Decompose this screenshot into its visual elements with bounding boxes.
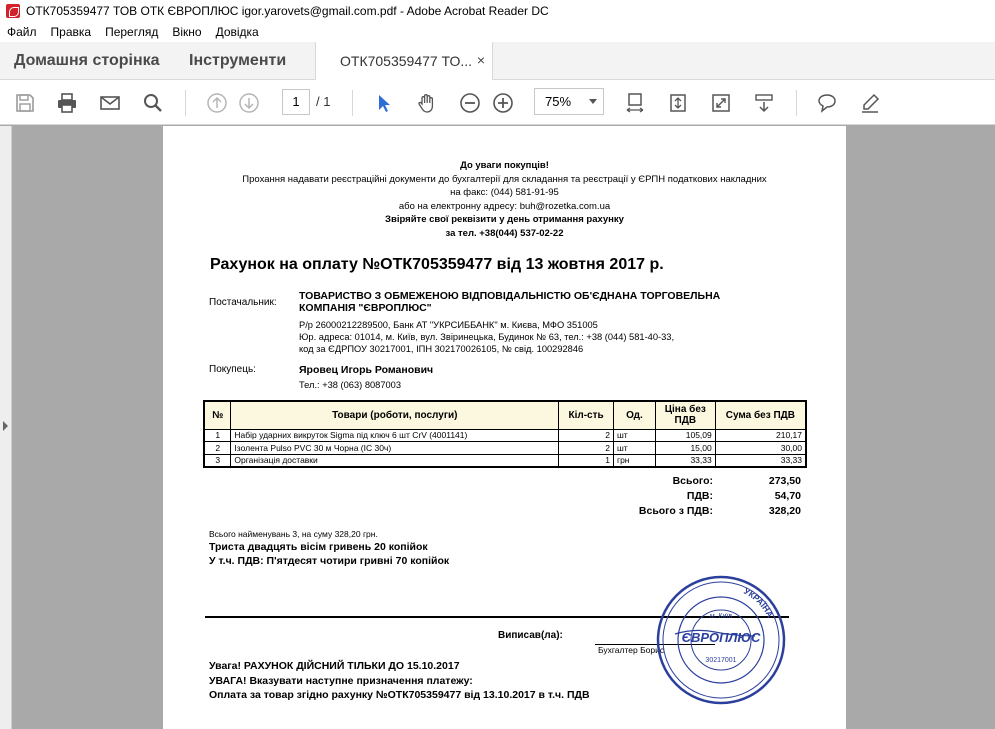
total-value: 273,50 [768,475,801,487]
buyer-label: Покупець: [209,364,256,375]
scroll-mode-icon[interactable] [752,91,776,115]
chevron-down-icon [589,99,597,104]
print-icon[interactable] [55,91,79,115]
title-bar [0,0,995,22]
zoom-value: 75% [545,94,572,109]
payment-purpose: Оплата за товар згідно рахунку №ОТК705359477 від 13.10.2017 в т.ч. ПДВ [209,689,590,701]
buyer-name: Яровец Игорь Романович [299,364,434,376]
notice-heading: До уваги покупців! [460,160,549,171]
column-header: № [204,401,231,429]
stamp-code: 30217001 [705,657,737,664]
item-sum: 210,17 [715,429,806,442]
next-page-icon[interactable] [237,91,261,115]
toolbar-separator [185,90,186,116]
row-number: 3 [204,454,231,467]
column-header: Ціна без ПДВ [655,401,715,429]
left-panel-toggle[interactable] [0,126,12,729]
stamp-country: УКРАЇНА [742,585,776,620]
page-total: / 1 [316,94,331,109]
stamp-city: м. Київ [709,613,733,620]
item-price: 33,33 [655,454,715,467]
chevron-right-icon [3,421,8,431]
table-header-row [204,401,806,429]
tab-home[interactable]: Домашня сторінка [14,52,160,69]
row-number: 2 [204,442,231,455]
table-row [204,454,806,467]
company-stamp [655,574,787,706]
window-title: ОТК705359477 ТОВ ОТК ЄВРОПЛЮС igor.yarovets@gmail.com.pdf - Adobe Acrobat Reader DC [26,4,549,18]
item-name: Ізолента Pulso PVC 30 м Чорна (IC 30ч) [231,442,559,455]
item-name: Організація доставки [231,454,559,467]
toolbar-separator [796,90,797,116]
notice-fax: на факс: (044) 581-91-95 [450,187,559,198]
menu-edit[interactable]: Правка [50,25,92,39]
tab-document[interactable] [315,42,493,81]
buyer-phone: Тел.: +38 (063) 8087003 [299,380,402,390]
save-icon[interactable] [13,91,37,115]
full-screen-icon[interactable] [709,91,733,115]
item-price: 15,00 [655,442,715,455]
item-price: 105,09 [655,429,715,442]
previous-page-icon[interactable] [205,91,229,115]
supplier-account: Р/р 26000212289500, Банк АТ "УКРСИББАНК" м. Києва, МФО 351005 [299,320,598,330]
supplier-label: Постачальник: [209,297,277,308]
buyer-notice [163,159,846,240]
close-tab-icon[interactable]: × [476,52,485,68]
items-count-line: Всього найменувань 3, на суму 328,20 грн. [209,529,378,539]
notice-verify: Звіряйте свої реквізити у день отримання рахунку [385,214,624,225]
grand-total-value: 328,20 [768,505,801,517]
zoom-out-icon[interactable] [458,91,482,115]
row-number: 1 [204,429,231,442]
toolbar-separator [352,90,353,116]
item-qty: 1 [559,454,614,467]
vat-value: 54,70 [774,490,801,502]
table-row [204,442,806,455]
zoom-select[interactable] [534,88,604,115]
notice-text: Прохання надавати реєстраційні документи до бухгалтерії для складання та реєстрації у ЄРПН податкових накладних [242,173,767,185]
highlight-pen-icon[interactable] [858,91,882,115]
items-table [203,400,807,468]
column-header: Од. [613,401,655,429]
notice-email: або на електронну адресу: buh@rozetka.com.ua [398,200,611,212]
comment-icon[interactable] [815,91,839,115]
column-header: Кіл-сть [559,401,614,429]
column-header: Сума без ПДВ [715,401,806,429]
accountant-label: Бухгалтер Борис [598,645,665,655]
fit-page-icon[interactable] [666,91,690,115]
stamp-company: ЄВРОПЛЮС [681,630,761,645]
amount-in-words: Триста двадцять вісім гривень 20 копійок [209,541,428,553]
payment-purpose-warning: УВАГА! Вказувати наступне призначення платежу: [209,675,473,687]
item-sum: 33,33 [715,454,806,467]
menu-file[interactable]: Файл [7,25,37,39]
invoice-title: Рахунок на оплату №ОТК705359477 від 13 жовтня 2017 р. [210,256,664,273]
item-unit: грн [613,454,655,467]
select-cursor-icon[interactable] [372,91,396,115]
menu-bar [0,22,995,42]
validity-warning: Увага! РАХУНОК ДІЙСНИЙ ТІЛЬКИ ДО 15.10.2017 [209,660,460,672]
issued-by-label: Виписав(ла): [498,630,563,641]
zoom-in-icon[interactable] [491,91,515,115]
notice-phone: за тел. +38(044) 537-02-22 [445,227,564,239]
fit-width-icon[interactable] [623,91,647,115]
email-icon[interactable] [98,91,122,115]
grand-total-label: Всього з ПДВ: [638,505,713,517]
page-number-input[interactable]: 1 [282,89,310,115]
table-row [204,429,806,442]
item-qty: 2 [559,429,614,442]
vat-in-words: У т.ч. ПДВ: П'ятдесят чотири гривні 70 копійок [209,555,450,567]
acrobat-pdf-icon [6,4,20,18]
tab-tools[interactable]: Інструменти [189,52,287,69]
supplier-address: Юр. адреса: 01014, м. Київ, вул. Звіринецька, Будинок № 63, тел.: +38 (044) 581-40-33, [299,332,675,342]
item-unit: шт [613,442,655,455]
vat-label: ПДВ: [686,490,713,502]
menu-window[interactable]: Вікно [172,25,202,39]
menu-view[interactable]: Перегляд [105,25,159,39]
pdf-page [163,126,846,729]
search-icon[interactable] [141,91,165,115]
item-sum: 30,00 [715,442,806,455]
menu-help[interactable]: Довідка [215,25,259,39]
tab-document-label: ОТК705359477 ТО... [340,53,473,69]
supplier-name: ТОВАРИСТВО З ОБМЕЖЕНОЮ ВІДПОВІДАЛЬНІСТЮ ОБ'ЄДНАНА ТОРГОВЕЛЬНА КОМПАНІЯ "ЄВРОПЛЮС" [299,290,721,314]
hand-tool-icon[interactable] [415,91,439,115]
item-qty: 2 [559,442,614,455]
tab-bar [0,42,995,80]
item-name: Набір ударних викруток Sigma під ключ 6 шт CrV (4001141) [231,429,559,442]
supplier-codes: код за ЄДРПОУ 30217001, ІПН 302170026105, № свід. 100292846 [299,344,584,354]
total-label: Всього: [672,475,713,487]
item-unit: шт [613,429,655,442]
toolbar [0,80,995,125]
column-header: Товари (роботи, послуги) [231,401,559,429]
